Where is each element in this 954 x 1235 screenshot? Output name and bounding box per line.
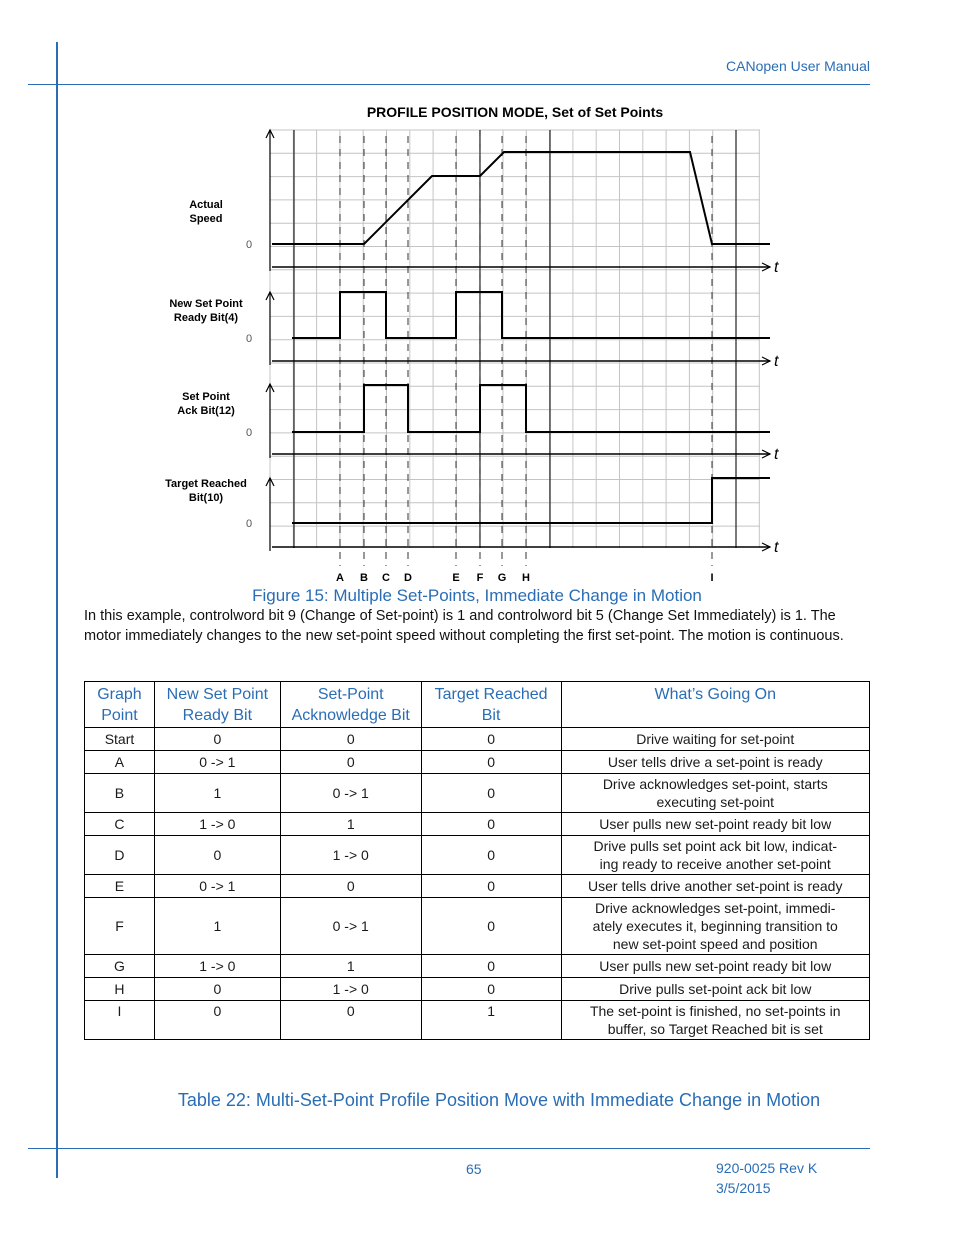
table-cell: H — [85, 978, 155, 1001]
table-cell: E — [85, 875, 155, 898]
signal-label: Ack Bit(12) — [177, 405, 235, 417]
table-header-cell: Target Reached Bit — [421, 682, 561, 728]
table-row — [85, 728, 870, 751]
table-cell: D — [85, 836, 155, 875]
table-cell: A — [85, 751, 155, 774]
table-cell: 0 — [421, 728, 561, 751]
table-cell: 0 — [421, 978, 561, 1001]
table-cell: G — [85, 955, 155, 978]
zero-label: 0 — [246, 239, 253, 251]
table-cell: 0 — [154, 728, 280, 751]
signal-label: Target Reached — [165, 478, 247, 490]
diagram-title: PROFILE POSITION MODE, Set of Set Points — [366, 104, 664, 120]
table-cell: User pulls new set-point ready bit low — [561, 813, 870, 836]
header-rule — [28, 84, 870, 85]
marker-label: C — [382, 572, 390, 584]
table-cell: 0 — [154, 836, 280, 875]
marker-label: B — [360, 572, 368, 584]
marker-label: G — [497, 572, 507, 584]
table-cell: 0 — [280, 1001, 421, 1040]
marker-label: I — [710, 572, 714, 584]
signal-traces — [272, 152, 770, 523]
table-cell: 0 — [280, 751, 421, 774]
axes — [266, 130, 779, 556]
table-row — [85, 813, 870, 836]
table-cell: User tells drive another set-point is ready — [561, 875, 870, 898]
zero-label: 0 — [246, 518, 253, 530]
table-cell: 0 — [421, 813, 561, 836]
marker-label: E — [452, 572, 460, 584]
table-cell: 1 -> 0 — [154, 955, 280, 978]
document-info — [716, 1158, 817, 1198]
marker-label: F — [476, 572, 484, 584]
table-caption: Table 22: Multi-Set-Point Profile Position Move with Immediate Change in Motion — [177, 1090, 821, 1110]
signal-label: Bit(10) — [188, 492, 224, 504]
table-cell: 0 -> 1 — [280, 774, 421, 813]
table-cell: Drive waiting for set-point — [561, 728, 870, 751]
marker-label: H — [522, 572, 530, 584]
table-row — [85, 955, 870, 978]
t-axis-label: t — [774, 259, 779, 276]
table-cell: Start — [85, 728, 155, 751]
table-cell: 0 — [421, 836, 561, 875]
footer-rule — [28, 1148, 870, 1149]
figure-caption: Figure 15: Multiple Set-Points, Immediate Change in Motion — [252, 586, 702, 605]
table-row — [85, 751, 870, 774]
table-cell: User tells drive a set-point is ready — [561, 751, 870, 774]
actual-speed-trace — [272, 152, 770, 244]
table-cell: C — [85, 813, 155, 836]
left-margin-rule — [56, 42, 58, 1178]
table-cell: Drive pulls set-point ack bit low — [561, 978, 870, 1001]
table-cell: B — [85, 774, 155, 813]
table-cell: 1 -> 0 — [280, 836, 421, 875]
table-cell: 0 -> 1 — [154, 875, 280, 898]
table-cell: Drive acknowledges set-point, starts executing set-point — [561, 774, 870, 813]
signal-label: Speed — [189, 213, 223, 225]
table-cell: 0 -> 1 — [154, 751, 280, 774]
t-axis-label: t — [774, 353, 779, 370]
table-header-cell: Set-Point Acknowledge Bit — [280, 682, 421, 728]
marker-label: A — [336, 572, 344, 584]
body-paragraph: In this example, controlword bit 9 (Change of Set-point) is 1 and controlword bit 5 (Change Set Immediately) is 1. The motor immediately changes to the new set-point speed without completing the first set-point. The motion is continuous. — [84, 608, 844, 644]
signal-label: Actual — [189, 199, 223, 211]
signal-label: Set Point — [182, 391, 230, 403]
table-cell: User pulls new set-point ready bit low — [561, 955, 870, 978]
table-cell: 0 — [421, 955, 561, 978]
marker-label: D — [404, 572, 412, 584]
table-cell: 1 — [154, 898, 280, 955]
table-cell: 1 — [280, 955, 421, 978]
set-point-ack-trace — [292, 385, 770, 432]
table-row — [85, 898, 870, 955]
table-cell: Drive acknowledges set-point, immedi- ately executes it, beginning transition to new set-point speed and position — [561, 898, 870, 955]
table-cell: The set-point is finished, no set-points in buffer, so Target Reached bit is set — [561, 1001, 870, 1040]
table-header-cell: What’s Going On — [561, 682, 870, 728]
table-cell: 0 — [421, 774, 561, 813]
table-cell: 0 -> 1 — [280, 898, 421, 955]
table-header-cell: Graph Point — [85, 682, 155, 728]
document-date: 3/5/2015 — [716, 1180, 771, 1196]
table-row — [85, 836, 870, 875]
table-header-cell: New Set Point Ready Bit — [154, 682, 280, 728]
table-cell: 0 — [154, 1001, 280, 1040]
page-number: 65 — [466, 1161, 482, 1177]
table-row — [85, 978, 870, 1001]
table-cell: 0 — [421, 898, 561, 955]
header-title: CANopen User Manual — [726, 58, 870, 74]
table-row — [85, 774, 870, 813]
t-axis-label: t — [774, 446, 779, 463]
table-cell: Drive pulls set point ack bit low, indicat- ing ready to receive another set-point — [561, 836, 870, 875]
zero-label: 0 — [246, 333, 253, 345]
table-cell: 0 — [280, 875, 421, 898]
table-cell: 1 — [154, 774, 280, 813]
table-cell: 0 — [154, 978, 280, 1001]
table-cell: I — [85, 1001, 155, 1040]
signal-label: New Set Point — [169, 298, 243, 310]
table-cell: 1 — [280, 813, 421, 836]
table-cell: 0 — [421, 875, 561, 898]
timing-diagram-svg — [150, 100, 790, 590]
table-row — [85, 875, 870, 898]
table-cell: 1 — [421, 1001, 561, 1040]
table-cell: 1 -> 0 — [280, 978, 421, 1001]
table-cell: 1 -> 0 — [154, 813, 280, 836]
set-point-table — [84, 681, 870, 1040]
table-cell: 0 — [280, 728, 421, 751]
t-axis-label: t — [774, 539, 779, 556]
table-cell: 0 — [421, 751, 561, 774]
document-number: 920-0025 Rev K — [716, 1160, 818, 1176]
table-cell: F — [85, 898, 155, 955]
table-header-row — [85, 682, 870, 728]
table-row — [85, 1001, 870, 1040]
zero-label: 0 — [246, 427, 253, 439]
signal-label: Ready Bit(4) — [173, 312, 239, 324]
